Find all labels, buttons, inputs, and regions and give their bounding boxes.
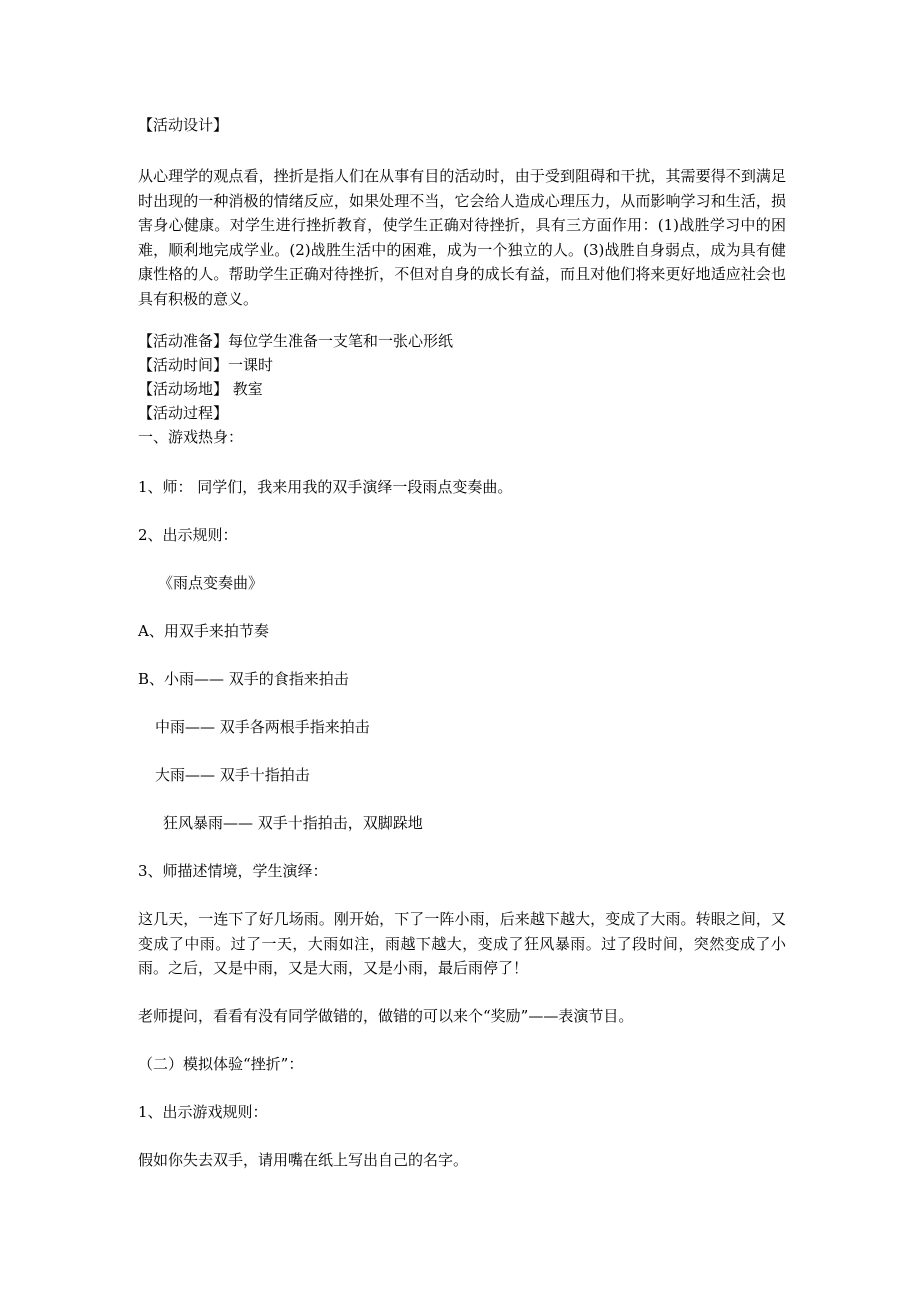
rule-a: A、用双手来拍节奏	[138, 622, 269, 640]
simulation-rule: 假如你失去双手，请用嘴在纸上写出自己的名字。	[138, 1151, 469, 1169]
simulation-step-1: 1、出示游戏规则：	[138, 1103, 268, 1121]
warmup-step-3: 3、师描述情境，学生演绎：	[138, 862, 328, 880]
song-title: 《雨点变奏曲》	[158, 574, 264, 592]
section-simulation-title: （二）模拟体验“挫折”：	[138, 1055, 304, 1073]
design-paragraph: 从心理学的观点看，挫折是指人们在从事有目的活动时，由于受到阻碍和干扰，其需要得不到满足时出现的一种消极的情绪反应，如果处理不当，它会给人造成心理压力，从而影响学习和生活，损害身心健康。对学生进行挫折教育，使学生正确对待挫折，具有三方面作用：(1)战胜学习中的困难，顺利地完成学业。(2)战胜生活中的困难，成为一个独立的人。(3)战胜自身弱点，成为具有健康性格的人。帮助学生正确对待挫折，不但对自身的成长有益，而且对他们将来更好地适应社会也具有积极的意义。	[138, 167, 786, 308]
section-warmup-title: 一、游戏热身：	[138, 428, 244, 446]
activity-preparation: 【活动准备】每位学生准备一支笔和一张心形纸	[138, 332, 454, 350]
activity-process: 【活动过程】	[138, 404, 229, 422]
heading-activity-design: 【活动设计】	[138, 116, 229, 134]
activity-time: 【活动时间】一课时	[138, 356, 274, 374]
rule-medium-rain: 中雨—— 双手各两根手指来拍击	[155, 718, 370, 736]
rule-b-light-rain: B、小雨—— 双手的食指来拍击	[138, 670, 349, 688]
rule-heavy-rain: 大雨—— 双手十指拍击	[155, 766, 310, 784]
teacher-question: 老师提问，看看有没有同学做错的，做错的可以来个“奖励”——表演节目。	[138, 1007, 634, 1025]
story-paragraph: 这几天，一连下了好几场雨。刚开始，下了一阵小雨，后来越下越大，变成了大雨。转眼之间，又变成了中雨。过了一天，大雨如注，雨越下越大，变成了狂风暴雨。过了段时间，突然变成了小雨。之后，又是中雨，又是大雨，又是小雨，最后雨停了！	[138, 910, 786, 977]
rule-storm: 狂风暴雨—— 双手十指拍击，双脚跺地	[163, 814, 423, 832]
warmup-step-2: 2、出示规则：	[138, 526, 238, 544]
activity-venue: 【活动场地】 教室	[138, 380, 263, 398]
warmup-step-1: 1、师： 同学们，我来用我的双手演绎一段雨点变奏曲。	[138, 478, 513, 496]
